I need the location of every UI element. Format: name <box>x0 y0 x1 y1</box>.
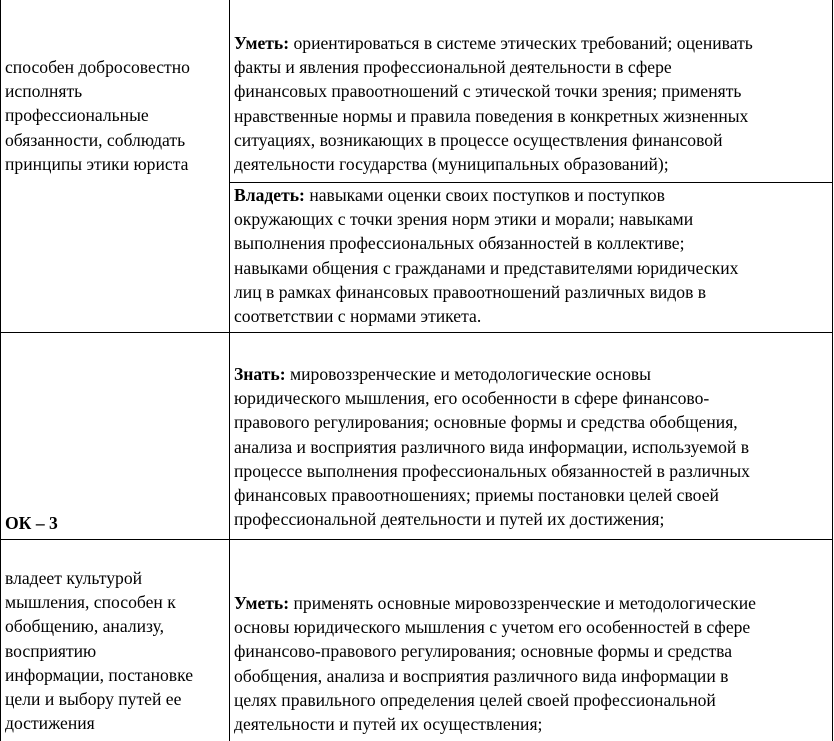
text-line: анализа и восприятия различного вида информации, используемой в <box>234 436 750 457</box>
text-line <box>234 591 756 615</box>
row-divider <box>0 539 833 540</box>
text-line: финансовых правоотношениях; приемы постановки целей своей <box>234 485 719 506</box>
table-border-right <box>832 0 833 741</box>
column-divider <box>229 0 230 741</box>
competency-description-2 <box>5 566 193 735</box>
skill-label: Уметь: <box>234 33 290 53</box>
skill-cell-vladet <box>234 183 738 328</box>
skill-label: Знать: <box>234 364 286 384</box>
skill-cell-znat <box>234 362 750 531</box>
text-line: способен добросовестно <box>5 57 190 77</box>
text-line: информации, постановке <box>5 664 194 685</box>
text-line: ситуациях, возникающих в процессе осуществления финансовой <box>234 129 723 150</box>
text-line: факты и явления профессиональной деятельности в сфере <box>234 57 672 78</box>
text-line: соответствии с нормами этикета. <box>234 306 482 327</box>
text-line: деятельности и путей их осуществления; <box>234 714 543 735</box>
skill-label: Владеть: <box>234 185 305 205</box>
text-line: восприятию <box>5 640 97 661</box>
competency-description-1 <box>5 55 190 176</box>
skill-cell-umet-1 <box>234 31 753 176</box>
text-line: исполнять <box>5 81 83 102</box>
text-line: профессиональные <box>5 105 149 126</box>
text-line: целях правильного определения целей своей профессиональной <box>234 689 716 710</box>
text-line: обязанности, соблюдать <box>5 129 186 150</box>
text-line <box>234 362 750 386</box>
skill-text: применять основные мировоззренческие и методологические <box>289 593 756 613</box>
text-line: юридического мышления, его особенности в сфере финансово- <box>234 388 710 409</box>
competency-code: ОК – 3 <box>5 513 58 533</box>
text-line: финансовых правоотношений с этической точки зрения; применять <box>234 81 742 102</box>
text-line: мышления, способен к <box>5 592 176 613</box>
text-line: процессе выполнения профессиональных обязанностей в различных <box>234 460 750 481</box>
row-divider <box>0 332 833 333</box>
text-line: профессиональной деятельности и путей их достижения; <box>234 509 665 530</box>
text-line <box>234 183 738 207</box>
skill-text: мировоззренческие и методологические основы <box>285 364 652 384</box>
text-line: финансово-правового регулирования; основные формы и средства <box>234 641 733 662</box>
text-line <box>234 31 753 55</box>
text-line: принципы этики юриста <box>5 153 189 174</box>
text-line: лиц в рамках финансовых правоотношений различных видов в <box>234 281 707 302</box>
text-line: обобщения, анализа и восприятия различного вида информации в <box>234 665 729 686</box>
table-border-left <box>0 0 1 741</box>
skill-label: Уметь: <box>234 593 290 613</box>
skill-text: ориентироваться в системе этических требований; оценивать <box>289 33 753 53</box>
text-line: нравственные нормы и правила поведения в конкретных жизненных <box>234 105 749 126</box>
skill-cell-umet-2 <box>234 591 756 736</box>
text-line: выполнения профессиональных обязанностей в коллективе; <box>234 233 685 254</box>
text-line: окружающих с точки зрения норм этики и морали; навыками <box>234 209 694 230</box>
skill-text: навыками оценки своих поступков и поступков <box>304 185 665 205</box>
text-line: обобщению, анализу, <box>5 616 165 637</box>
text-line: цели и выбору путей ее <box>5 689 182 710</box>
text-line: правового регулирования; основные формы и средства обобщения, <box>234 412 738 433</box>
text-line: владеет культурой <box>5 568 143 588</box>
text-line: деятельности государства (муниципальных образований); <box>234 154 669 175</box>
text-line: навыками общения с гражданами и представителями юридических <box>234 257 739 278</box>
text-line: достижения <box>5 713 95 734</box>
text-line: основы юридического мышления с учетом его особенностей в сфере <box>234 617 751 638</box>
